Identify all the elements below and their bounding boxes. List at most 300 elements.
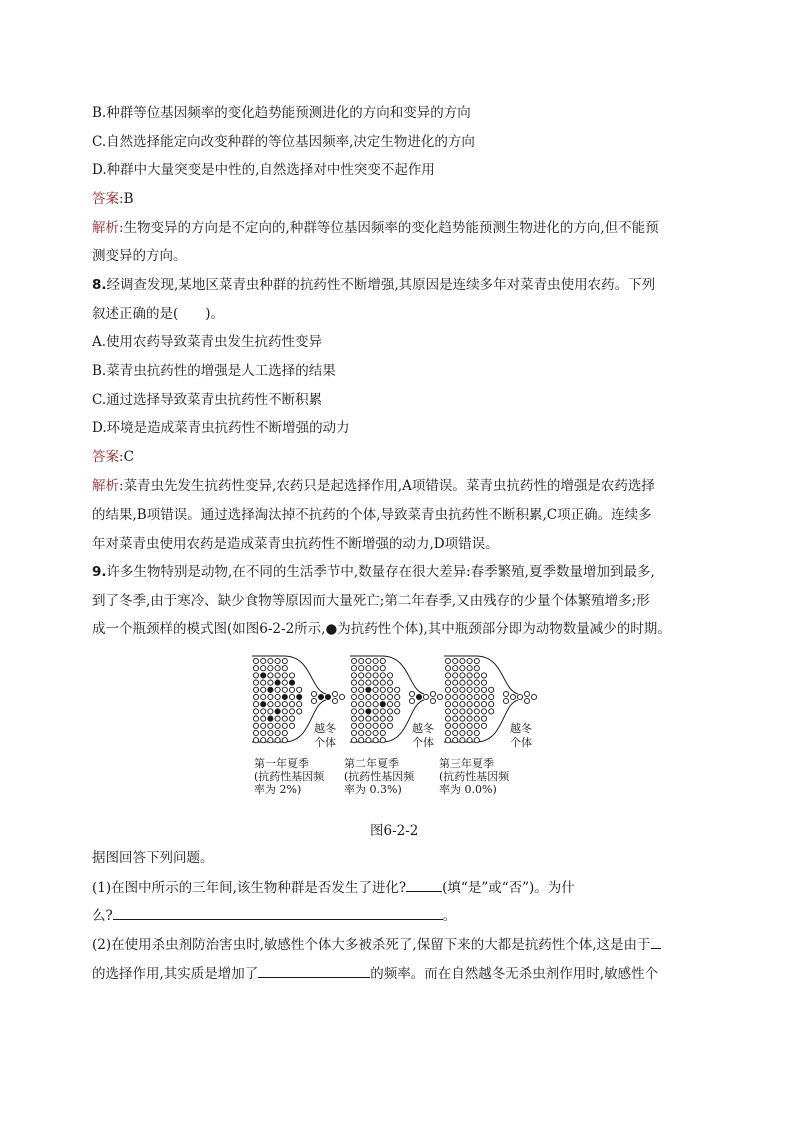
sensitive-individual-dot	[366, 680, 371, 685]
overwinter-bottom: 个体	[314, 736, 336, 749]
sensitive-individual-dot	[351, 716, 356, 721]
sensitive-individual-dot	[289, 687, 294, 692]
sensitive-individual-dot	[453, 687, 458, 692]
sensitive-individual-dot	[453, 658, 458, 663]
subquestion-2	[92, 935, 661, 954]
sensitive-individual-dot	[373, 730, 378, 735]
sensitive-individual-dot	[282, 673, 287, 678]
analysis-q8-cont2: 年对菜青虫使用农药是造成菜青虫抗药性不断增强的动力,D项错误。	[92, 536, 499, 552]
sensitive-individual-dot	[380, 694, 385, 699]
sensitive-individual-dot	[387, 723, 392, 728]
sensitive-individual-dot	[351, 730, 356, 735]
resistant-individual-dot	[380, 702, 385, 707]
analysis-q7	[92, 219, 659, 237]
sensitive-individual-dot	[445, 716, 450, 721]
sensitive-individual-dot	[289, 702, 294, 707]
sensitive-individual-dot	[366, 738, 371, 743]
sensitive-individual-dot	[474, 687, 479, 692]
sensitive-individual-dot	[373, 738, 378, 743]
sensitive-individual-dot	[395, 687, 400, 692]
sensitive-individual-dot	[359, 658, 364, 663]
neck-individual-dot	[430, 691, 435, 696]
sensitive-individual-dot	[474, 738, 479, 743]
sensitive-individual-dot	[366, 658, 371, 663]
question-8	[92, 276, 655, 294]
analysis-q8	[92, 477, 655, 495]
neck-individual-dot	[332, 691, 337, 696]
sensitive-individual-dot	[261, 709, 266, 714]
sensitive-individual-dot	[282, 680, 287, 685]
resistant-individual-dot	[275, 709, 280, 714]
sensitive-individual-dot	[359, 680, 364, 685]
sensitive-individual-dot	[380, 658, 385, 663]
sensitive-individual-dot	[387, 680, 392, 685]
overwinter-label-2	[408, 722, 438, 750]
season-title: 第二年夏季	[344, 757, 399, 770]
sensitive-individual-dot	[261, 680, 266, 685]
resistant-individual-dot	[366, 687, 371, 692]
sensitive-individual-dot	[380, 709, 385, 714]
overwinter-label-3	[506, 722, 536, 750]
sensitive-individual-dot	[467, 716, 472, 721]
overwinter-top: 越冬	[412, 722, 434, 735]
sensitive-individual-dot	[268, 666, 273, 671]
sensitive-individual-dot	[489, 694, 494, 699]
sensitive-individual-dot	[297, 687, 302, 692]
sensitive-individual-dot	[481, 716, 486, 721]
sensitive-individual-dot	[474, 723, 479, 728]
sensitive-individual-dot	[261, 687, 266, 692]
sensitive-individual-dot	[351, 738, 356, 743]
sensitive-individual-dot	[359, 673, 364, 678]
sensitive-individual-dot	[253, 694, 258, 699]
sensitive-individual-dot	[387, 709, 392, 714]
sensitive-individual-dot	[275, 694, 280, 699]
option-b-q7: B.种群等位基因频率的变化趋势能预测进化的方向和变异的方向	[92, 105, 471, 121]
answer-blank-2[interactable]	[113, 906, 443, 920]
sensitive-individual-dot	[445, 658, 450, 663]
sensitive-individual-dot	[395, 702, 400, 707]
answer-value: B	[123, 191, 134, 207]
neck-individual-dot	[423, 694, 428, 699]
analysis-text: 菜青虫先发生抗药性变异,农药只是起选择作用,A项错误。菜青虫抗药性的增强是农药选择	[123, 478, 655, 494]
analysis-label: 解析:	[92, 478, 124, 494]
sensitive-individual-dot	[460, 723, 465, 728]
sensitive-individual-dot	[489, 702, 494, 707]
sensitive-individual-dot	[467, 702, 472, 707]
sensitive-individual-dot	[275, 666, 280, 671]
sensitive-individual-dot	[253, 658, 258, 663]
overwinter-top: 越冬	[510, 722, 532, 735]
season-caption-2	[344, 757, 414, 796]
sensitive-individual-dot	[275, 730, 280, 735]
sensitive-individual-dot	[467, 673, 472, 678]
question-text: 许多生物特别是动物,在不同的生活季节中,数量存在很大差异:春季繁殖,夏季数量增加到最多,	[106, 564, 655, 580]
sensitive-individual-dot	[289, 709, 294, 714]
sensitive-individual-dot	[481, 673, 486, 678]
sensitive-individual-dot	[359, 694, 364, 699]
sensitive-individual-dot	[373, 709, 378, 714]
subquestion-1-hint: (填“是”或“否”)。为什	[442, 880, 575, 896]
sensitive-individual-dot	[445, 673, 450, 678]
sensitive-individual-dot	[275, 658, 280, 663]
sensitive-individual-dot	[373, 673, 378, 678]
sensitive-individual-dot	[489, 687, 494, 692]
sensitive-individual-dot	[481, 702, 486, 707]
sensitive-individual-dot	[453, 666, 458, 671]
sensitive-individual-dot	[474, 680, 479, 685]
sensitive-individual-dot	[253, 680, 258, 685]
sensitive-individual-dot	[460, 658, 465, 663]
sensitive-individual-dot	[366, 666, 371, 671]
sensitive-individual-dot	[380, 716, 385, 721]
sensitive-individual-dot	[460, 702, 465, 707]
season-freq-value: 率为 2%)	[254, 783, 302, 796]
sensitive-individual-dot	[282, 730, 287, 735]
sensitive-individual-dot	[289, 716, 294, 721]
sensitive-individual-dot	[387, 702, 392, 707]
sensitive-individual-dot	[261, 723, 266, 728]
sensitive-individual-dot	[359, 723, 364, 728]
sensitive-individual-dot	[268, 738, 273, 743]
sensitive-individual-dot	[460, 730, 465, 735]
resistant-individual-dot	[268, 716, 273, 721]
season-freq-label: (抗药性基因频	[439, 770, 510, 783]
subquestion-1-cont	[92, 906, 456, 925]
sensitive-individual-dot	[275, 723, 280, 728]
question-8-cont: 叙述正确的是( )。	[92, 306, 225, 322]
season-freq-value: 率为 0.0%)	[439, 783, 497, 796]
sensitive-individual-dot	[351, 687, 356, 692]
neck-individual-dot	[318, 694, 323, 699]
sensitive-individual-dot	[373, 716, 378, 721]
sensitive-individual-dot	[474, 716, 479, 721]
sensitive-individual-dot	[268, 694, 273, 699]
sensitive-individual-dot	[253, 709, 258, 714]
bottleneck-diagram	[248, 650, 548, 748]
sensitive-individual-dot	[460, 666, 465, 671]
sensitive-individual-dot	[268, 680, 273, 685]
sensitive-individual-dot	[366, 694, 371, 699]
sensitive-individual-dot	[453, 680, 458, 685]
sensitive-individual-dot	[289, 673, 294, 678]
sensitive-individual-dot	[395, 709, 400, 714]
sensitive-individual-dot	[351, 658, 356, 663]
season-freq-value: 率为 0.3%)	[344, 783, 402, 796]
sensitive-individual-dot	[366, 723, 371, 728]
subquestion-2-text-3: 的频率。而在自然越冬无杀虫剂作用时,敏感性个	[370, 966, 659, 982]
sensitive-individual-dot	[380, 666, 385, 671]
sensitive-individual-dot	[380, 723, 385, 728]
sensitive-individual-dot	[373, 687, 378, 692]
season-title: 第三年夏季	[439, 757, 494, 770]
sensitive-individual-dot	[467, 730, 472, 735]
sensitive-individual-dot	[467, 738, 472, 743]
sensitive-individual-dot	[453, 709, 458, 714]
sensitive-individual-dot	[253, 673, 258, 678]
sensitive-individual-dot	[359, 702, 364, 707]
neck-individual-dot	[510, 694, 515, 699]
neck-individual-dot	[503, 691, 508, 696]
analysis-q8-cont1: 的结果,B项错误。通过选择淘汰掉不抗药的个体,导致菜青虫抗药性不断积累,C项正确。连续多	[92, 507, 652, 523]
answer-blank-3[interactable]	[651, 935, 661, 949]
sensitive-individual-dot	[445, 702, 450, 707]
option-c-q8: C.通过选择导致菜青虫抗药性不断积累	[92, 392, 323, 408]
sensitive-individual-dot	[445, 709, 450, 714]
sensitive-individual-dot	[445, 694, 450, 699]
period: 。	[442, 908, 457, 924]
sensitive-individual-dot	[460, 716, 465, 721]
answer-q8	[92, 448, 134, 466]
sensitive-individual-dot	[453, 694, 458, 699]
sensitive-individual-dot	[445, 666, 450, 671]
neck-individual-dot	[311, 698, 316, 703]
resistant-individual-dot	[261, 702, 266, 707]
option-d-q8: D.环境是造成菜青虫抗药性不断增强的动力	[92, 420, 350, 436]
neck-individual-dot	[416, 694, 421, 699]
sensitive-individual-dot	[253, 730, 258, 735]
sensitive-individual-dot	[268, 702, 273, 707]
question-9-cont2: 成一个瓶颈样的模式图(如图6-2-2所示,●为抗药性个体),其中瓶颈部分即为动物数量减少的时期。	[92, 621, 671, 637]
neck-individual-dot	[503, 698, 508, 703]
sensitive-individual-dot	[460, 687, 465, 692]
sensitive-individual-dot	[261, 658, 266, 663]
season-freq-label: (抗药性基因频	[254, 770, 325, 783]
sensitive-individual-dot	[453, 716, 458, 721]
sensitive-individual-dot	[445, 723, 450, 728]
sensitive-individual-dot	[380, 738, 385, 743]
sensitive-individual-dot	[460, 680, 465, 685]
analysis-text: 生物变异的方向是不定向的,种群等位基因频率的变化趋势能预测生物进化的方向,但不能预	[123, 220, 659, 236]
sensitive-individual-dot	[282, 687, 287, 692]
sensitive-individual-dot	[373, 723, 378, 728]
sensitive-individual-dot	[453, 702, 458, 707]
resistant-individual-dot	[297, 694, 302, 699]
figure-caption: 图6-2-2	[370, 823, 419, 839]
sensitive-individual-dot	[467, 658, 472, 663]
sensitive-individual-dot	[481, 723, 486, 728]
option-d-q7: D.种群中大量突变是中性的,自然选择对中性突变不起作用	[92, 162, 435, 178]
sensitive-individual-dot	[351, 673, 356, 678]
sensitive-individual-dot	[387, 716, 392, 721]
sensitive-individual-dot	[474, 658, 479, 663]
question-text: 经调查发现,某地区菜青虫种群的抗药性不断增强,其原因是连续多年对菜青虫使用农药。下列	[106, 277, 656, 293]
sensitive-individual-dot	[467, 709, 472, 714]
sensitive-individual-dot	[481, 680, 486, 685]
sensitive-individual-dot	[474, 666, 479, 671]
overwinter-bottom: 个体	[510, 736, 532, 749]
sensitive-individual-dot	[387, 694, 392, 699]
instruction: 据图回答下列问题。	[92, 850, 214, 866]
resistant-individual-dot	[366, 709, 371, 714]
resistant-individual-dot	[275, 680, 280, 685]
sensitive-individual-dot	[282, 723, 287, 728]
sensitive-individual-dot	[460, 738, 465, 743]
sensitive-individual-dot	[373, 658, 378, 663]
sensitive-individual-dot	[351, 709, 356, 714]
sensitive-individual-dot	[261, 730, 266, 735]
subquestion-2-cont	[92, 964, 658, 983]
sensitive-individual-dot	[253, 738, 258, 743]
resistant-individual-dot	[282, 694, 287, 699]
answer-blank-4[interactable]	[258, 964, 370, 978]
sensitive-individual-dot	[351, 680, 356, 685]
sensitive-individual-dot	[460, 694, 465, 699]
sensitive-individual-dot	[373, 680, 378, 685]
question-9-cont1: 到了冬季,由于寒冷、缺少食物等原因而大量死亡;第二年春季,又由残存的少量个体繁殖增多;形	[92, 593, 650, 609]
sensitive-individual-dot	[453, 723, 458, 728]
question-number: 8.	[92, 277, 107, 293]
sensitive-individual-dot	[366, 702, 371, 707]
sensitive-individual-dot	[289, 723, 294, 728]
sensitive-individual-dot	[373, 694, 378, 699]
sensitive-individual-dot	[253, 687, 258, 692]
sensitive-individual-dot	[467, 687, 472, 692]
option-c-q7: C.自然选择能定向改变种群的等位基因频率,决定生物进化的方向	[92, 134, 475, 150]
sensitive-individual-dot	[467, 666, 472, 671]
sensitive-individual-dot	[275, 687, 280, 692]
neck-individual-dot	[524, 691, 529, 696]
sensitive-individual-dot	[380, 687, 385, 692]
overwinter-top: 越冬	[314, 722, 336, 735]
sensitive-individual-dot	[289, 694, 294, 699]
neck-individual-dot	[311, 691, 316, 696]
sensitive-individual-dot	[467, 680, 472, 685]
sensitive-individual-dot	[359, 709, 364, 714]
sensitive-individual-dot	[453, 738, 458, 743]
sensitive-individual-dot	[282, 738, 287, 743]
neck-individual-dot	[409, 698, 414, 703]
sensitive-individual-dot	[282, 702, 287, 707]
sensitive-individual-dot	[481, 709, 486, 714]
answer-q7	[92, 190, 133, 208]
neck-individual-dot	[339, 694, 344, 699]
sensitive-individual-dot	[481, 694, 486, 699]
sensitive-individual-dot	[261, 666, 266, 671]
option-a-q8: A.使用农药导致菜青虫发生抗药性变异	[92, 334, 323, 350]
sensitive-individual-dot	[366, 716, 371, 721]
answer-label: 答案:	[92, 449, 124, 465]
subquestion-2-text: (2)在使用杀虫剂防治害虫时,敏感性个体大多被杀死了,保留下来的大都是抗药性个体,这是由于	[92, 937, 651, 953]
sensitive-individual-dot	[366, 673, 371, 678]
sensitive-individual-dot	[467, 723, 472, 728]
neck-individual-dot	[430, 698, 435, 703]
sensitive-individual-dot	[460, 673, 465, 678]
season-caption-1	[254, 757, 324, 796]
sensitive-individual-dot	[261, 738, 266, 743]
sensitive-individual-dot	[297, 702, 302, 707]
sensitive-individual-dot	[474, 702, 479, 707]
sensitive-individual-dot	[445, 680, 450, 685]
sensitive-individual-dot	[460, 709, 465, 714]
resistant-individual-dot	[268, 687, 273, 692]
sensitive-individual-dot	[268, 673, 273, 678]
sensitive-individual-dot	[481, 687, 486, 692]
overwinter-label-1	[310, 722, 340, 750]
sensitive-individual-dot	[359, 687, 364, 692]
sensitive-individual-dot	[261, 694, 266, 699]
sensitive-individual-dot	[275, 738, 280, 743]
sensitive-individual-dot	[268, 658, 273, 663]
sensitive-individual-dot	[268, 730, 273, 735]
subquestion-2-text-2: 的选择作用,其实质是增加了	[92, 966, 259, 982]
sensitive-individual-dot	[261, 716, 266, 721]
analysis-q7-cont: 测变异的方向。	[92, 248, 187, 264]
sensitive-individual-dot	[489, 709, 494, 714]
sensitive-individual-dot	[445, 738, 450, 743]
sensitive-individual-dot	[359, 666, 364, 671]
sensitive-individual-dot	[453, 730, 458, 735]
analysis-label: 解析:	[92, 220, 124, 236]
sensitive-individual-dot	[366, 730, 371, 735]
sensitive-individual-dot	[445, 687, 450, 692]
sensitive-individual-dot	[380, 730, 385, 735]
sensitive-individual-dot	[359, 738, 364, 743]
sensitive-individual-dot	[268, 723, 273, 728]
bottleneck-figure	[248, 650, 548, 796]
sensitive-individual-dot	[275, 716, 280, 721]
sensitive-individual-dot	[359, 730, 364, 735]
overwinter-bottom: 个体	[412, 736, 434, 749]
season-freq-label: (抗药性基因频	[344, 770, 415, 783]
sensitive-individual-dot	[467, 694, 472, 699]
neck-individual-dot	[332, 698, 337, 703]
neck-individual-dot	[524, 698, 529, 703]
neck-individual-dot	[437, 694, 442, 699]
sensitive-individual-dot	[445, 730, 450, 735]
sensitive-individual-dot	[282, 666, 287, 671]
subquestion-1-why: 么?	[92, 908, 113, 924]
sensitive-individual-dot	[282, 658, 287, 663]
sensitive-individual-dot	[380, 673, 385, 678]
sensitive-individual-dot	[282, 716, 287, 721]
season-caption-3	[439, 757, 509, 796]
answer-blank-1[interactable]	[406, 878, 442, 892]
sensitive-individual-dot	[474, 673, 479, 678]
sensitive-individual-dot	[297, 709, 302, 714]
sensitive-individual-dot	[474, 694, 479, 699]
resistant-individual-dot	[289, 680, 294, 685]
sensitive-individual-dot	[395, 694, 400, 699]
sensitive-individual-dot	[359, 716, 364, 721]
option-b-q8: B.菜青虫抗药性的增强是人工选择的结果	[92, 363, 336, 379]
sensitive-individual-dot	[380, 680, 385, 685]
sensitive-individual-dot	[387, 673, 392, 678]
subquestion-1-text: (1)在图中所示的三年间,该生物种群是否发生了进化?	[92, 880, 407, 896]
sensitive-individual-dot	[253, 702, 258, 707]
sensitive-individual-dot	[282, 709, 287, 714]
sensitive-individual-dot	[351, 694, 356, 699]
sensitive-individual-dot	[453, 673, 458, 678]
sensitive-individual-dot	[373, 702, 378, 707]
answer-value: C	[123, 449, 134, 465]
question-9	[92, 563, 655, 581]
sensitive-individual-dot	[275, 673, 280, 678]
resistant-individual-dot	[261, 673, 266, 678]
sensitive-individual-dot	[275, 702, 280, 707]
sensitive-individual-dot	[387, 687, 392, 692]
sensitive-individual-dot	[351, 666, 356, 671]
sensitive-individual-dot	[253, 716, 258, 721]
sensitive-individual-dot	[373, 666, 378, 671]
sensitive-individual-dot	[351, 702, 356, 707]
answer-label: 答案:	[92, 191, 124, 207]
sensitive-individual-dot	[268, 709, 273, 714]
sensitive-individual-dot	[351, 723, 356, 728]
neck-individual-dot	[409, 691, 414, 696]
question-number: 9.	[92, 564, 107, 580]
neck-individual-dot	[325, 694, 330, 699]
